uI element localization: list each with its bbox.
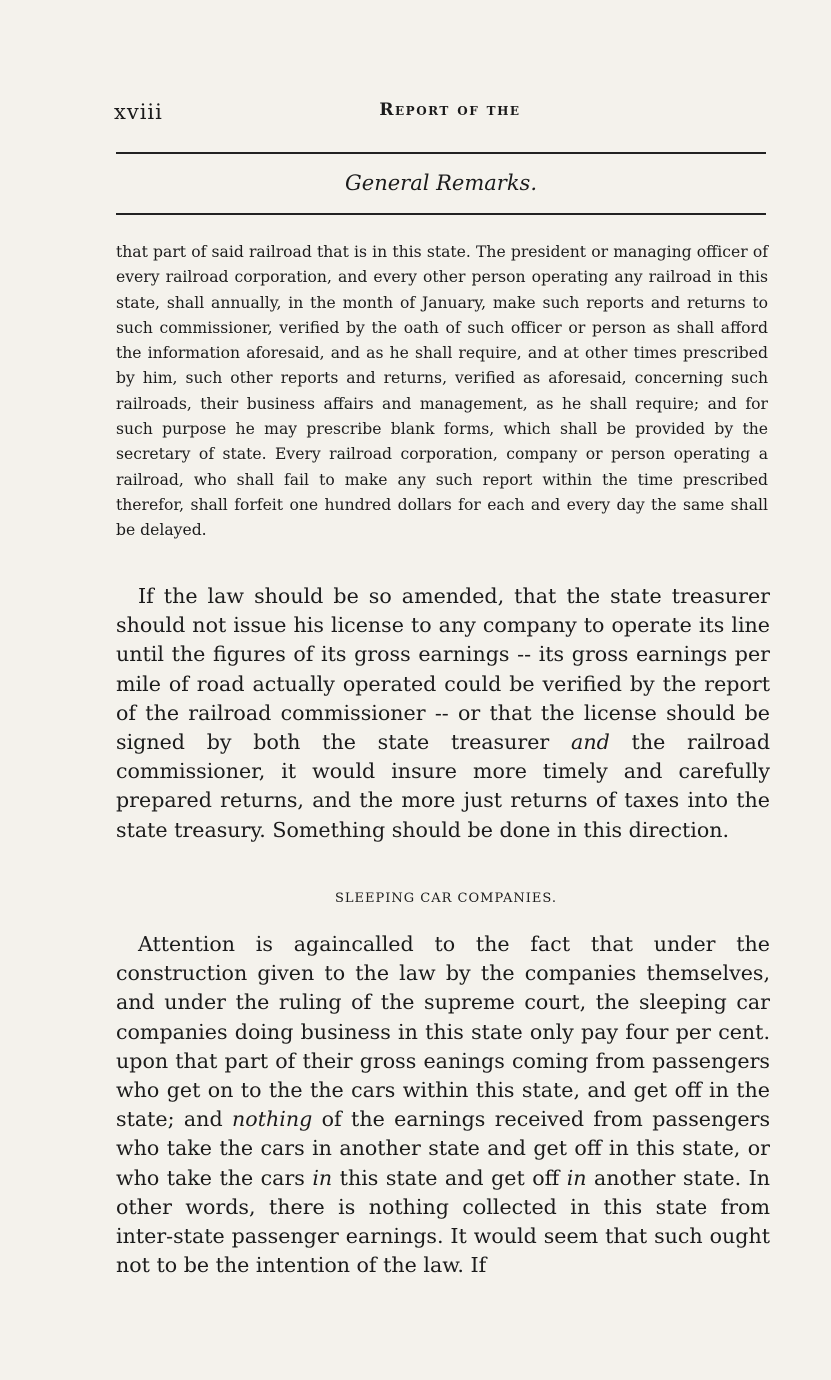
header-rule-top bbox=[116, 152, 766, 154]
paragraph-2-text-d: another state. In other words, there is nothing collected in this state from inter-state passenger earnings. It would seem that such ought not to be the intention of the law. If bbox=[116, 1165, 770, 1278]
header-rule-bottom bbox=[116, 213, 766, 215]
paragraph-1-text-a: If the law should be so amended, that the state treasurer should not issue his license to any company to operate its line until the figures of its gross earnings -- its gross earnings per mile of road actually operated could be verified by the report of the railroad commissioner -- or that the license should be signed by both the state treasurer bbox=[116, 584, 770, 755]
paragraph-2-text-a: Attention is againcalled to the fact that under the construction given to the law by the companies themselves, and under the ruling of the supreme court, the sleeping car companies doing business in this state only pay four per cent. upon that part of their gross eanings coming from passengers who get on to the the cars within this state, and get off in the state; and bbox=[116, 932, 770, 1132]
page-number: xviii bbox=[114, 100, 163, 124]
paragraph-1-emphasis: and bbox=[571, 730, 610, 755]
paragraph-2-emphasis-in-1: in bbox=[312, 1165, 333, 1190]
section-title: General Remarks. bbox=[345, 171, 537, 195]
paragraph-1-text-b: the railroad commissioner, it would insure more timely and carefully prepared returns, and the more just returns of taxes into the state treasury. Something should be done in this direction. bbox=[116, 730, 771, 842]
paragraph-2-emphasis-in-2: in bbox=[566, 1165, 587, 1190]
paragraph-2-text-c: this state and get off bbox=[339, 1165, 560, 1190]
statute-excerpt bbox=[116, 240, 768, 544]
subheading-sleeping-car: SLEEPING CAR COMPANIES. bbox=[335, 891, 557, 906]
paragraph-sleeping-car bbox=[116, 930, 770, 1280]
paragraph-2-emphasis-nothing: nothing bbox=[232, 1107, 313, 1132]
paragraph-2-text-b: of the earnings received from passengers who take the cars in another state and get off in this state, or who take the cars bbox=[116, 1107, 771, 1190]
paragraph-license-amendment bbox=[116, 582, 770, 845]
running-head: Report of the bbox=[379, 100, 521, 120]
statute-excerpt-text: that part of said railroad that is in this state. The president or managing officer of every railroad corporation, and every other person operating any railroad in this state, shall annually, in the month of January, make such reports and returns to such commissioner, verified by the oath of such officer or person as shall afford the information aforesaid, and as he shall require, and at other times prescribed by him, such other reports and returns, verified as aforesaid, concerning such railroads, their business affairs and management, as he shall require; and for such purpose he may prescribe blank forms, which shall be provided by the secretary of state. Every railroad corporation, company or person operating a railroad, who shall fail to make any such report within the time prescribed therefor, shall forfeit one hundred dollars for each and every day the same shall be delayed. bbox=[116, 243, 768, 540]
